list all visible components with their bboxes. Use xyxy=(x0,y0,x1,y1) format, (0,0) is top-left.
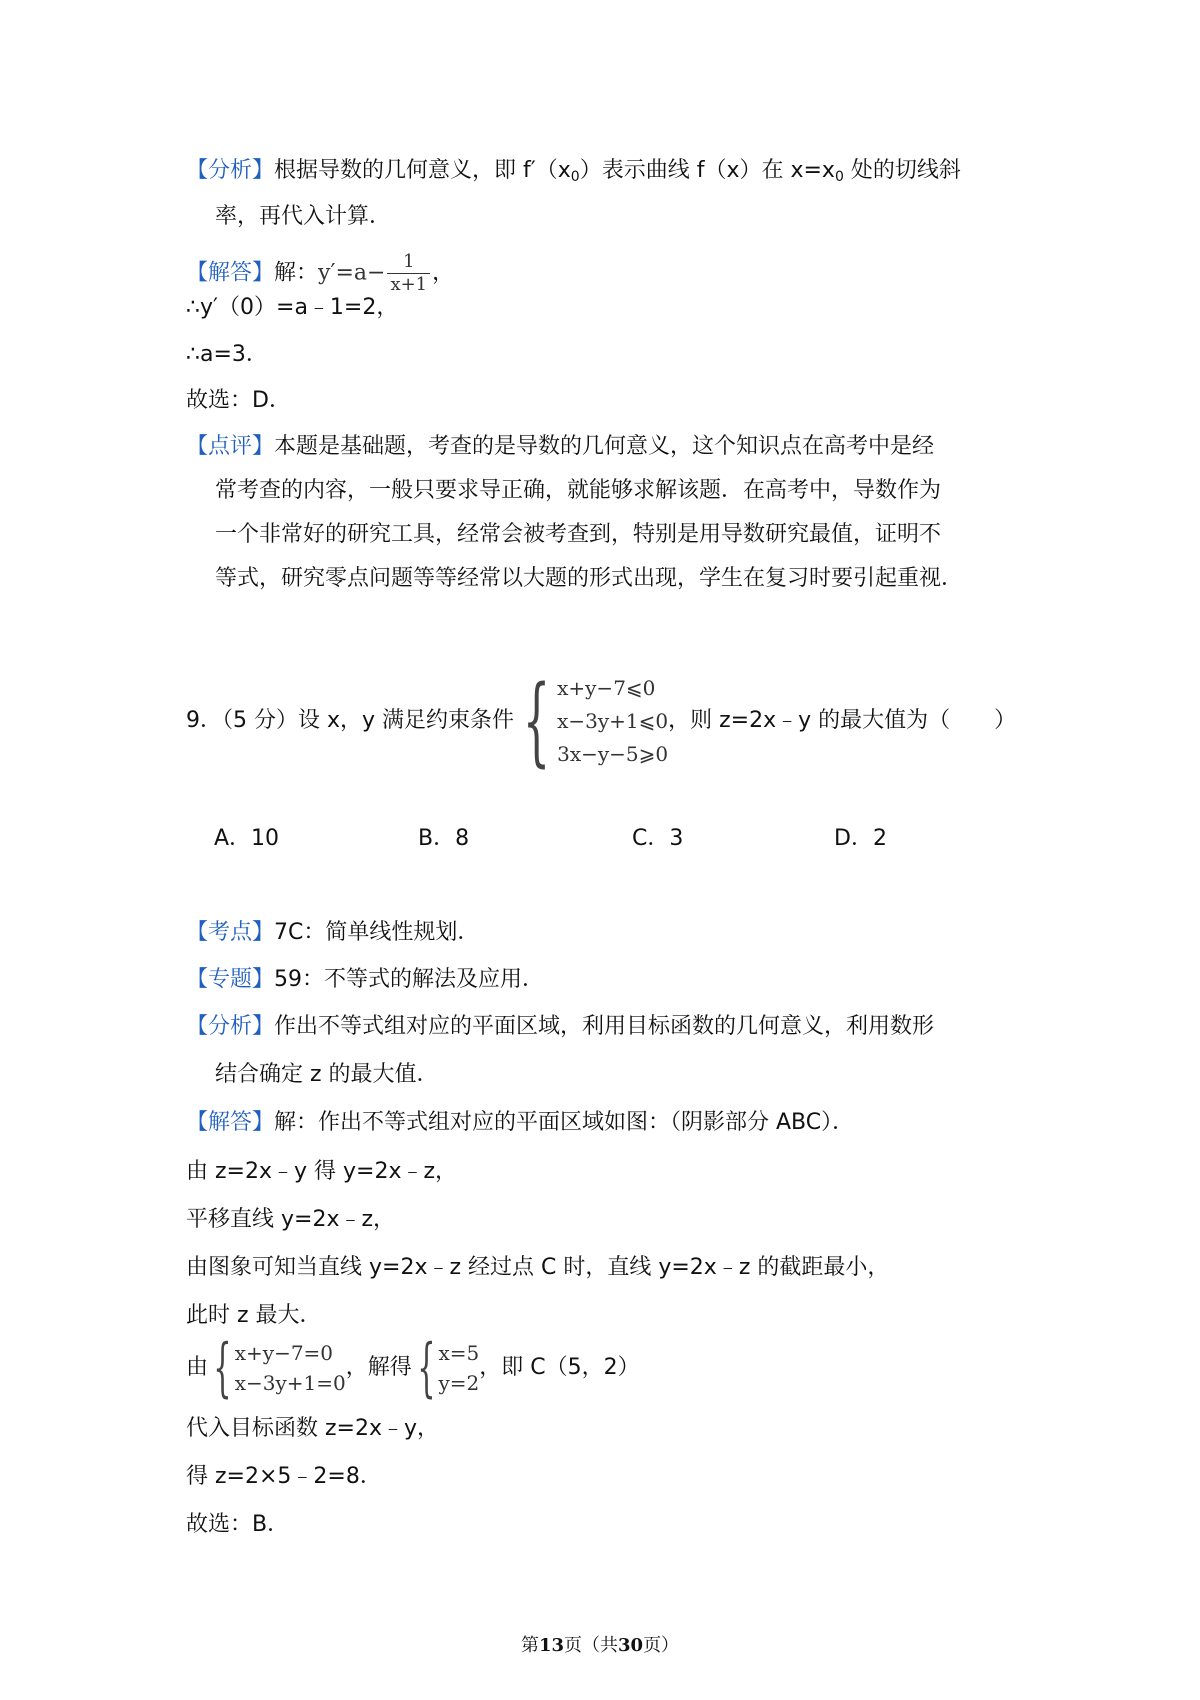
brace-icon: { xyxy=(416,1331,436,1405)
equation-2: x−3y+1=0 xyxy=(234,1371,346,1395)
q8-step-1: ∴y′（0）=a﹣1=2， xyxy=(186,295,399,320)
q8-comment-line1: 【点评】本题是基础题，考查的是导数的几何意义，这个知识点在高考中是经 xyxy=(186,434,935,459)
q9-solution-line1: 【解答】解：作出不等式组对应的平面区域如图：（阴影部分 ABC）． xyxy=(186,1110,855,1135)
result-y: y=2 xyxy=(438,1371,480,1395)
comment-tag: 【点评】 xyxy=(186,434,275,459)
q9-substitute: 代入目标函数 z=2x﹣y， xyxy=(186,1416,440,1441)
q8-analysis-line2: 率，再代入计算． xyxy=(215,204,392,229)
brace-icon: { xyxy=(522,665,551,777)
solution-tag: 【解答】 xyxy=(186,1110,275,1135)
q9-answer: 故选：B． xyxy=(186,1512,290,1537)
q9-stem: 9．（5 分）设 x，y 满足约束条件 { x+y−7⩽0 x−3y+1⩽0 3x−y−5⩾0 ，则 z=2x﹣y 的最大值为（ ） xyxy=(186,665,1017,777)
q9-step-3: 由图象可知当直线 y=2x﹣z 经过点 C 时，直线 y=2x﹣z 的截距最小， xyxy=(186,1255,890,1280)
q8-comment-line3: 一个非常好的研究工具，经常会被考查到，特别是用导数研究最值，证明不 xyxy=(215,522,942,547)
constraint-3: 3x−y−5⩾0 xyxy=(557,741,669,766)
topic-tag: 【专题】 xyxy=(186,967,275,992)
q8-step-2: ∴a=3． xyxy=(186,342,268,367)
solution-tag: 【解答】 xyxy=(186,260,275,286)
page-footer: 第13页（共30页） xyxy=(520,1635,680,1656)
analysis-tag: 【分析】 xyxy=(186,158,275,183)
derivative-formula: y′=a− xyxy=(318,260,386,286)
brace-icon: { xyxy=(213,1331,232,1405)
constraint-system xyxy=(514,665,669,777)
q8-comment-line4: 等式，研究零点问题等等经常以大题的形式出现，学生在复习时要引起重视． xyxy=(215,566,964,591)
q9-knowledge-point: 【考点】7C：简单线性规划． xyxy=(186,920,480,945)
q8-analysis-line1: 【分析】根据导数的几何意义，即 $f'(x_0)$表示曲线 f（x）在 $x=x_0$ 处的切线斜 xyxy=(186,158,961,185)
q9-analysis-line1: 【分析】作出不等式组对应的平面区域，利用目标函数的几何意义，利用数形 xyxy=(186,1014,935,1039)
constraint-2: x−3y+1⩽0 xyxy=(557,708,669,733)
q9-step-4: 此时 z 最大． xyxy=(186,1303,322,1328)
q8-answer: 故选：D． xyxy=(186,388,291,413)
q8-comment-line2: 常考查的内容，一般只要求导正确，就能够求解该题．在高考中，导数作为 xyxy=(215,478,942,503)
result-system xyxy=(412,1331,480,1405)
q8-solution-line1: 【解答】解：y′=a− $\frac{1}{x+1}$ ， xyxy=(186,251,455,295)
option-c: C．3 xyxy=(632,826,684,851)
option-b: B．8 xyxy=(418,826,470,851)
knowledge-tag: 【考点】 xyxy=(186,920,275,945)
q9-analysis-line2: 结合确定 z 的最大值． xyxy=(215,1062,439,1087)
q9-compute: 得 z=2×5﹣2=8． xyxy=(186,1464,382,1489)
q9-step-2: 平移直线 y=2x﹣z， xyxy=(186,1207,396,1232)
q9-solve-line: 由 { x+y−7=0 x−3y+1=0 ，解得 { x=5 y=2 ，即 C（5，2） xyxy=(186,1331,640,1405)
total-pages: 30 xyxy=(618,1635,644,1656)
equation-1: x+y−7=0 xyxy=(234,1341,334,1365)
fraction: $\frac{1}{x+1}$ xyxy=(387,251,430,296)
q9-options xyxy=(214,824,934,854)
constraint-1: x+y−7⩽0 xyxy=(557,675,656,700)
analysis-tag: 【分析】 xyxy=(186,1014,275,1039)
equation-system xyxy=(208,1331,346,1405)
q9-topic: 【专题】59：不等式的解法及应用． xyxy=(186,967,545,992)
page-number: 13 xyxy=(538,1635,564,1656)
q9-step-1: 由 z=2x﹣y 得 y=2x﹣z， xyxy=(186,1159,458,1184)
option-d: D．2 xyxy=(834,826,887,851)
option-a: A．10 xyxy=(214,826,280,851)
result-x: x=5 xyxy=(438,1341,480,1365)
